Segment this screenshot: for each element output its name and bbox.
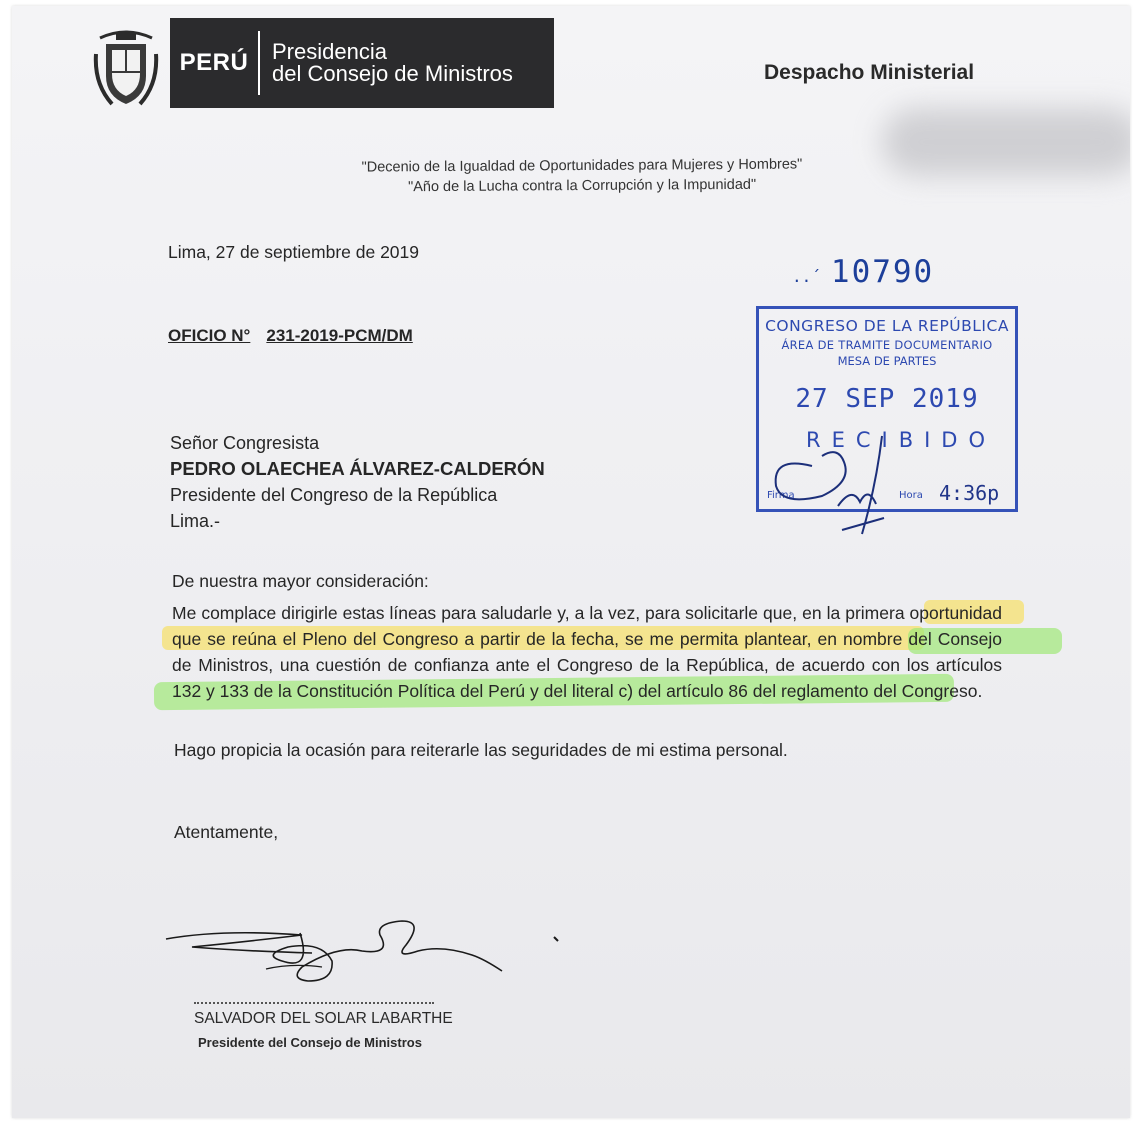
motto-line-1: "Decenio de la Igualdad de Oportunidades para Mujeres y Hombres" bbox=[361, 156, 803, 176]
recipient-city: Lima.- bbox=[170, 511, 221, 531]
handwritten-signature bbox=[162, 911, 582, 1001]
greeting: De nuestra mayor consideración: bbox=[172, 571, 429, 591]
stamp-hora-handwritten: 4:36p bbox=[939, 481, 1000, 505]
stamp-firma-label: Firma bbox=[767, 490, 795, 501]
logo-peru-text: PERÚ bbox=[179, 49, 249, 76]
oficio-label: OFICIO N° bbox=[168, 326, 251, 345]
stamp-hora-label: Hora bbox=[899, 490, 923, 501]
stamp-institution: CONGRESO DE LA REPÚBLICA bbox=[765, 317, 1009, 335]
coat-of-arms-icon bbox=[92, 24, 160, 112]
oficio-number: 231-2019-PCM/DM bbox=[266, 326, 413, 345]
recipient-title: Señor Congresista bbox=[170, 433, 320, 453]
registry-prefix: ..´ bbox=[792, 267, 821, 286]
motto-line-2: "Año de la Lucha contra la Corrupción y la Impunidad" bbox=[408, 176, 757, 196]
recipient-name: PEDRO OLAECHEA ÁLVAREZ-CALDERÓN bbox=[170, 458, 545, 479]
stamp-date: 27 SEP 2019 bbox=[795, 384, 979, 414]
signer-name: SALVADOR DEL SOLAR LABARTHE bbox=[194, 1010, 453, 1027]
stamp-initials-scribble bbox=[752, 426, 1012, 536]
logo-line-2: del Consejo de Ministros bbox=[272, 61, 513, 86]
letter-date: Lima, 27 de septiembre de 2019 bbox=[168, 242, 419, 262]
blurred-area bbox=[882, 108, 1130, 176]
logo-line-1: Presidencia bbox=[272, 39, 387, 64]
signer-role: Presidente del Consejo de Ministros bbox=[198, 1035, 422, 1050]
stamp-area: ÁREA DE TRAMITE DOCUMENTARIO bbox=[781, 338, 993, 352]
logo-institution-name bbox=[260, 41, 513, 85]
sign-off: Atentamente, bbox=[174, 822, 279, 842]
oficio-reference bbox=[168, 326, 413, 346]
recipient-block bbox=[170, 430, 545, 534]
closing-paragraph: Hago propicia la ocasión para reiterarle las seguridades de mi estima personal. bbox=[174, 740, 788, 760]
letter-page bbox=[12, 6, 1130, 1118]
office-name: Despacho Ministerial bbox=[764, 61, 975, 84]
registry-value: 10790 bbox=[830, 254, 935, 290]
signature-line bbox=[194, 1002, 434, 1004]
stamp-status: RECIBIDO bbox=[805, 428, 997, 452]
official-mottos bbox=[292, 154, 872, 198]
recipient-role: Presidente del Congreso de la República bbox=[170, 485, 498, 505]
stamp-office: MESA DE PARTES bbox=[837, 354, 937, 368]
pcm-logo bbox=[170, 18, 554, 108]
registry-number bbox=[792, 254, 934, 290]
body-paragraph: Me complace dirigirle estas líneas para saludarle y, a la vez, para solicitarle que, en la primera oportunidad que se reúna el Pleno del Congreso a partir de la fecha, se me permita plantear, en nombre del Consejo de Ministros, una cuestión de confianza ante el Congreso de la República, de acuerdo con los artículos 132 y 133 de la Constitución Política del Perú y del literal c) del artículo 86 del reglamento del Congreso. bbox=[172, 603, 1002, 701]
